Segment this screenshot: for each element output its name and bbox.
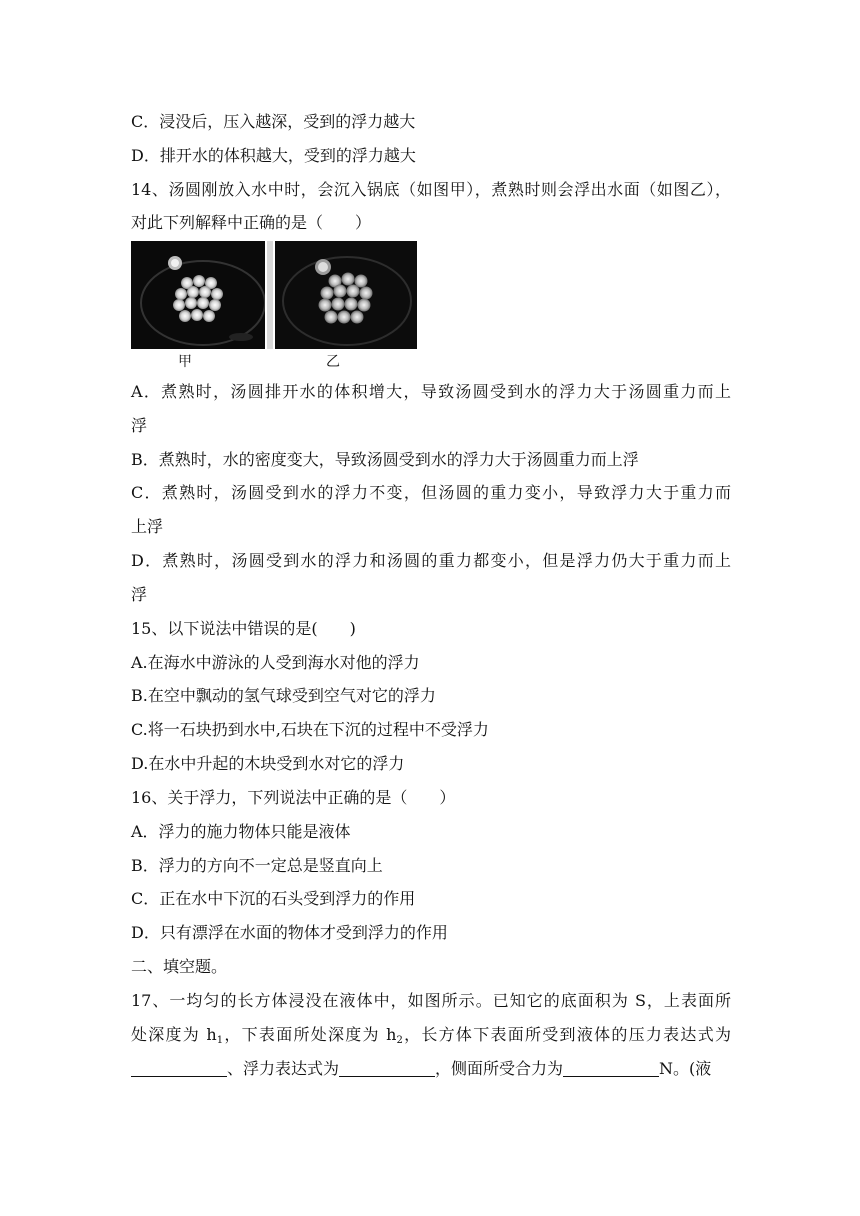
figure-caption-right: 乙 [326,354,340,370]
figure-divider [267,241,273,349]
q13-option-d: D．排开水的体积越大，受到的浮力越大 [131,146,416,165]
answer-blank-pressure[interactable] [131,1060,227,1077]
q15-option-d: D.在水中升起的木块受到水对它的浮力 [131,754,405,773]
q17-line1: 17、一均匀的长方体浸没在液体中，如图所示。已知它的底面积为 S，上表面所 [131,991,731,1010]
q17-line3 [131,1059,731,1079]
tangyuan-floating-photo [275,241,417,349]
q16-option-d: D．只有漂浮在水面的物体才受到浮力的作用 [131,923,448,942]
figure-caption-left: 甲 [178,354,192,370]
q17-text-unit: N。(液 [659,1059,712,1078]
q15-option-a: A.在海水中游泳的人受到海水对他的浮力 [131,653,420,672]
tangyuan-figure [131,241,419,349]
q14-stem-line2: 对此下列解释中正确的是（ ） [131,213,372,232]
q15-stem: 15、以下说法中错误的是( ) [131,619,356,638]
answer-blank-side-force[interactable] [563,1060,659,1077]
q13-option-c: C．浸没后，压入越深，受到的浮力越大 [131,112,416,131]
q17-text-side-force: ，侧面所受合力为 [435,1059,564,1078]
tangyuan-sinking-photo [131,241,265,349]
q14-option-c-line2: 上浮 [131,517,164,536]
q15-option-c: C.将一石块扔到水中,石块在下沉的过程中不受浮力 [131,720,489,739]
q14-option-d-line2: 浮 [131,585,148,604]
q14-option-a-line2: 浮 [131,416,148,435]
q14-option-b: B．煮熟时，水的密度变大，导致汤圆受到水的浮力大于汤圆重力而上浮 [131,450,639,469]
answer-blank-buoyancy[interactable] [339,1060,435,1077]
q14-stem-line1: 14、汤圆刚放入水中时，会沉入锅底（如图甲），煮熟时则会浮出水面（如图乙）， [131,180,731,199]
q17-line2 [131,1025,731,1051]
subscript-2: 2 [396,1035,403,1046]
q16-option-a: A．浮力的施力物体只能是液体 [131,822,351,841]
q14-option-d-line1: D．煮熟时，汤圆受到水的浮力和汤圆的重力都变小，但是浮力仍大于重力而上 [131,551,731,570]
q17-text-pressure: ，长方体下表面所受到液体的压力表达式为 [402,1025,731,1044]
q17-text-depth-h1: 处深度为 h [131,1025,217,1044]
section-heading: 二、填空题。 [131,957,228,976]
q14-option-c-line1: C．煮熟时，汤圆受到水的浮力不变，但汤圆的重力变小，导致浮力大于重力而 [131,483,731,502]
q14-option-a-line1: A．煮熟时，汤圆排开水的体积增大，导致汤圆受到水的浮力大于汤圆重力而上 [131,382,731,401]
q16-stem: 16、关于浮力，下列说法中正确的是（ ） [131,788,456,807]
q15-option-b: B.在空中飘动的氢气球受到空气对它的浮力 [131,686,436,705]
q16-option-b: B．浮力的方向不一定总是竖直向上 [131,856,383,875]
q17-text-buoyancy: 、浮力表达式为 [227,1059,340,1078]
q16-option-c: C．正在水中下沉的石头受到浮力的作用 [131,889,416,908]
subscript-1: 1 [216,1035,224,1046]
q17-text-depth-h2: ，下表面所处深度为 h [223,1025,397,1044]
